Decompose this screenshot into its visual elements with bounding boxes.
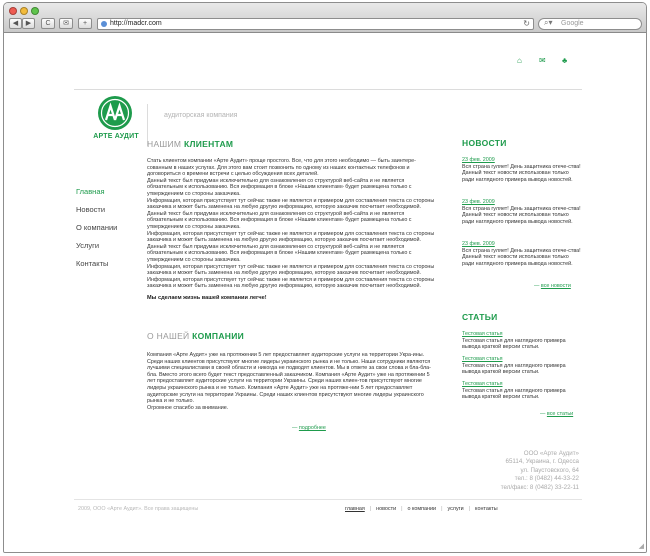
window-title [4,4,646,16]
browser-window [3,2,647,553]
nav-item-news[interactable]: Новости [76,205,106,214]
news-date-link[interactable]: 23 фев. 2009 [462,241,495,247]
about-heading [147,331,244,341]
contact-fax: тел/факс: 8 (0482) 33-22-11 [500,483,579,491]
plus-icon: + [82,20,88,27]
contact-street: ул. Паустовского, 64 [520,466,579,474]
url-text: http://madcr.com [110,20,162,27]
nav-item-about[interactable]: О компании [76,223,118,232]
news-date-link[interactable]: 23 фев. 2009 [462,157,495,163]
footer-link-contacts[interactable]: контакты [475,506,498,512]
all-articles-link[interactable] [540,411,573,417]
contact-block [444,450,579,492]
home-icon[interactable]: ⌂ [517,56,522,65]
browser-toolbar [4,3,646,33]
clients-paragraph: Информация, которая присутствует тут сейчас также не является и примером для составления текста со стороны заказчика и может быть заменена на любую другую информацию, которую заказчик посчитает необходимой. [147,230,435,244]
contact-phone: тел.: 8 (0482) 44-33-22 [514,475,579,483]
footer-divider [74,499,582,500]
footer-separator: | [441,506,443,512]
add-bookmark-button[interactable] [78,18,92,29]
article-item [462,381,582,401]
all-news-dash: — [534,283,540,289]
reload-icon: C [45,20,51,27]
article-title-link[interactable]: Тестовая статья [462,381,503,387]
clients-paragraph: Информация, которая присутствует тут сейчас также не является и примером для составления текста со стороны заказчика и может быть заменена на любую другую информацию, которую заказчик посчитает необходимой. [147,197,435,211]
web-page [4,34,646,553]
footer-link-services[interactable]: услуги [447,506,464,512]
news-text: Вся страна гуляет! День защитника отече-ства! Данный текст новости использован только ради наглядного примера вывода новостей. [462,205,581,225]
about-paragraph: Компания «Арте Аудит» уже на протяжении 5 лет предоставляет аудиторские услуги на территории Укра-ины. Среди наших клиентов присутствуют многие лидеры украинского рынка и не только. Наши сотрудники являются лучшими специалистами в своей области и никогда не подводят клиентов. Мы в ответе за свои слова и бла-бла-бла. Вместо этого всего будет текст предоставленный заказчиком. Компания «Арте Аудит» уже на протяжении 5 лет предоставляет аудиторские услуги на территории Украины. Среди наших клиен-тов присутствуют многие лидеры украинского рынка и не только. Компания «Арте Аудит» уже на протяже-нии 5 лет предоставляет аудиторские услуги на территории Украины. Среди наших клиентов присутствуют многие лидеры украинского рынка и не только. [147,352,431,405]
all-articles-dash: — [540,411,546,417]
footer-separator: | [369,506,372,512]
header-divider [74,89,582,90]
clients-heading [147,139,233,149]
url-refresh-icon[interactable]: ↻ [523,19,530,28]
back-icon: ◀ [12,20,19,27]
articles-heading-text: СТАТЬИ [462,312,498,322]
favicon-icon [101,21,107,27]
article-item [462,331,582,351]
forward-button[interactable] [22,18,35,29]
about-paragraph: Огромное спасибо за внимание. [147,404,229,411]
article-title-link[interactable]: Тестовая статья [462,356,503,362]
nav-item-contacts[interactable]: Контакты [76,259,109,268]
site-tagline: аудиторская компания [164,112,238,119]
clients-paragraph: Данный текст был придуман исключительно для ознакомления со структурой веб-сайта и не является обязательным к использованию. Вся информация в блоке «Нашим клиентам» будет размещена только с утверждением со стороны заказчика. [147,177,412,197]
all-news-link[interactable] [534,283,571,289]
clients-paragraph: Данный текст был придуман исключительно для ознакомления со структурой веб-сайта и не является обязательным к использованию. Вся информация в блоке «Нашим клиентам» будет размещена только с утверждением со стороны заказчика. [147,210,412,230]
news-heading [462,138,507,148]
article-text: Тестовая статья для наглядного примера вывода краткой версии статьи. [462,362,566,376]
news-item [462,199,582,225]
about-heading-gray: О НАШЕЙ [147,331,190,341]
resize-grip-icon[interactable]: ◢ [638,543,644,550]
search-placeholder: Google [561,20,584,27]
footer-link-home[interactable]: главная [345,506,365,512]
forward-icon: ▶ [25,20,32,27]
article-text: Тестовая статья для наглядного примера вывода краткой версии статьи. [462,387,566,401]
more-link[interactable] [292,425,326,431]
clients-paragraph: Данный текст был придуман исключительно для ознакомления со структурой веб-сайта и не является обязательным к использованию. Вся информация в блоке «Нашим клиентам» будет размещена только с утверждением со стороны заказчика. [147,243,412,263]
back-button[interactable] [9,18,22,29]
clients-paragraph: Информация, которая присутствует тут сейчас также не является и примером для составления текста со стороны заказчика и может быть заменена на любую другую информацию, которую заказчик посчитает необходимой. [147,276,435,290]
clients-slogan: Мы сделаем жизнь вашей компании легче! [147,295,267,301]
clients-paragraph: Информация, которая присутствует тут сейчас также не является и примером для составления текста со стороны заказчика и может быть заменена на любую другую информацию, которую заказчик посчитает необходимой. [147,263,435,277]
clients-text [147,158,435,290]
article-title-link[interactable]: Тестовая статья [462,331,503,337]
mail-icon[interactable]: ✉ [539,56,546,65]
address-bar[interactable] [97,18,534,30]
contact-company: ООО «Арте Аудит» [523,450,579,457]
about-text [147,352,435,411]
footer-navigation [345,506,498,512]
bookmarks-icon: ✉ [63,20,69,27]
more-dash: — [292,425,298,431]
news-item [462,241,582,267]
article-item [462,356,582,376]
about-heading-green: КОМПАНИИ [192,331,245,341]
nav-item-services[interactable]: Услуги [76,241,100,250]
all-news-label[interactable]: все новости [540,283,571,289]
more-link-label[interactable]: подробнее [298,425,326,431]
all-articles-label[interactable]: все статьи [546,411,574,417]
logo[interactable] [89,95,143,145]
clients-paragraph: Стать клиентом компании «Арте Аудит» проще простого. Все, что для этого необходимо — быть заинтере-сованным в наших услугах. Для этого вам стоит позвонить по одному из наших контактных телефонов и договориться о времени встречи с целью обсуждения всех деталей. [147,158,416,178]
search-input[interactable] [538,18,642,30]
logo-text: АРТЕ АУДИТ [93,133,139,140]
copyright: 2009, ООО «Арте Аудит». Все права защищены [78,506,199,512]
news-text: Вся страна гуляет! День защитника отече-ства! Данный текст новости использован только ради наглядного примера вывода новостей. [462,163,581,183]
sitemap-icon[interactable]: ♣ [562,56,568,65]
news-date-link[interactable]: 23 фев. 2009 [462,199,495,205]
footer-separator: | [468,506,471,512]
reload-button[interactable] [41,18,55,29]
main-navigation [76,187,117,277]
clients-heading-green: КЛИЕНТАМ [183,139,234,149]
nav-item-home[interactable]: Главная [76,187,105,196]
contact-city: 65114, Украина, г. Одесса [505,458,579,466]
footer-link-news[interactable]: новости [376,506,397,512]
search-icon: ⌕▾ [544,18,553,27]
news-text: Вся страна гуляет! День защитника отече-ства! Данный текст новости использован только ради наглядного примера вывода новостей. [462,247,581,267]
article-text: Тестовая статья для наглядного примера вывода краткой версии статьи. [462,337,566,351]
logo-mark-icon [97,95,133,131]
bookmarks-button[interactable] [59,18,73,29]
clients-heading-gray: НАШИМ [147,139,182,149]
footer-separator: | [401,506,403,512]
footer-link-about[interactable]: о компании [407,506,437,512]
articles-heading [462,312,498,322]
news-heading-text: НОВОСТИ [462,138,507,148]
news-item [462,157,582,183]
